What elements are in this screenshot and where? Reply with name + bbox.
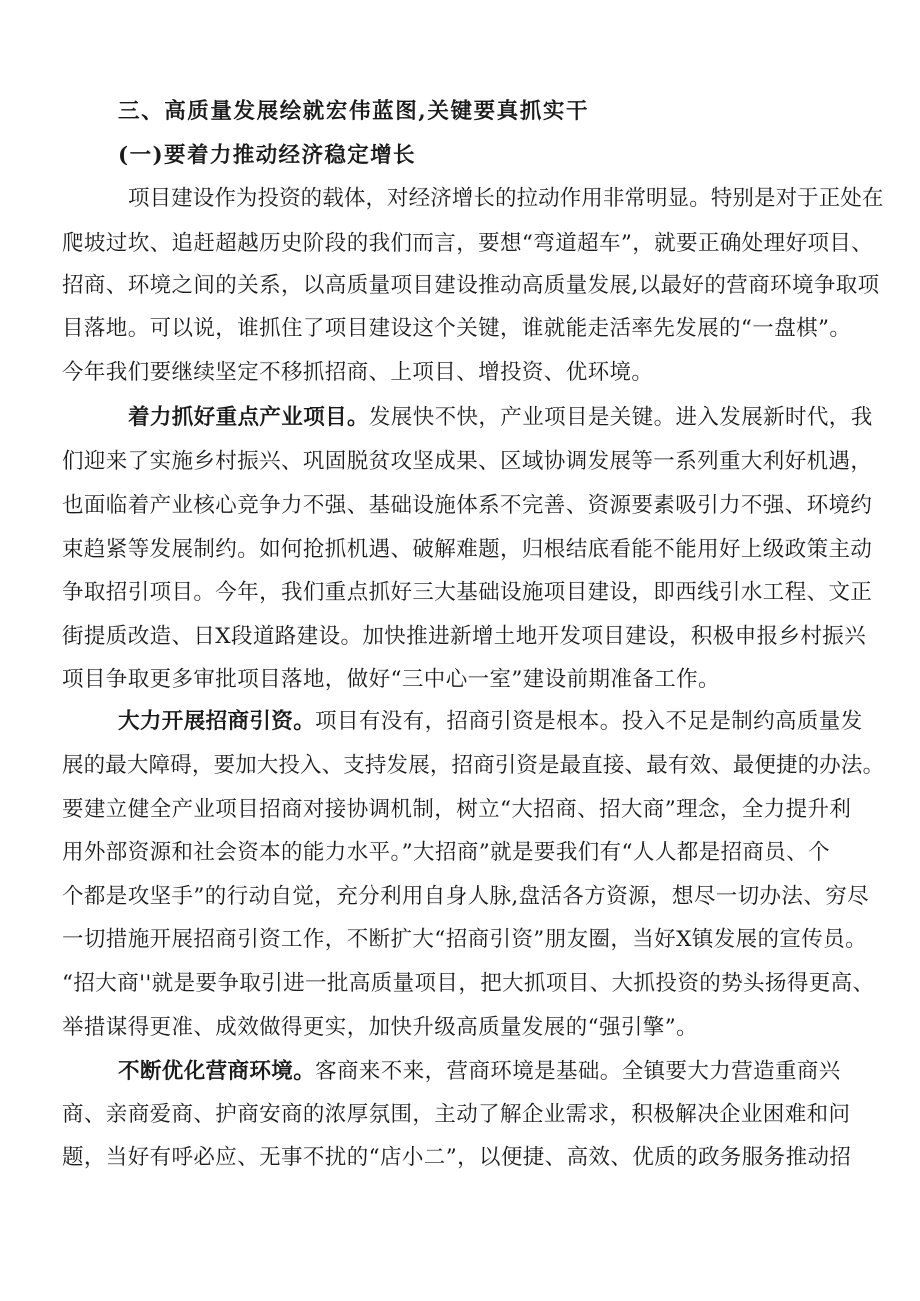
paragraph-line: 商、亲商爱商、护商安商的浓厚氛围，主动了解企业需求，积极解决企业困难和问 [62, 1102, 851, 1127]
paragraph-text: 客商来不来，营商环境是基础。全镇要大力营造重商兴 [315, 1059, 841, 1084]
paragraph-line: 举措谋得更准、成效做得更实，加快升级高质量发展的“强引擎”。 [62, 1015, 698, 1040]
subsection-heading: (一)要着力推动经济稳定增长 [118, 143, 416, 168]
paragraph-line: 用外部资源和社会资本的能力水平。”大招商”就是要我们有“人人都是招商员、个 [62, 840, 831, 865]
paragraph-first-line [128, 403, 873, 433]
paragraph-line: 街提质改造、日X段道路建设。加快推进新增土地开发项目建设，积极申报乡村振兴 [62, 624, 867, 649]
paragraph-line: 项目建设作为投资的载体，对经济增长的拉动作用非常明显。特别是对于正处在 [128, 186, 884, 211]
paragraph-text: 发展快不快，产业项目是关键。进入发展新时代，我 [368, 405, 873, 430]
paragraph-line: 项目争取更多审批项目落地，做好“三中心一室”建设前期准备工作。 [62, 667, 720, 692]
paragraph-line: 要建立健全产业项目招商对接协调机制，树立“大招商、招大商”理念，全力提升利 [62, 797, 852, 822]
paragraph-line: 们迎来了实施乡村振兴、巩固脱贫攻坚成果、区域协调发展等一系列重大利好机遇， [62, 449, 873, 474]
paragraph-lead: 大力开展招商引资。 [118, 709, 316, 734]
paragraph-line: 今年我们要继续坚定不移抓招商、上项目、增投资、优环境。 [62, 360, 654, 385]
paragraph-line: 争取招引项目。今年，我们重点抓好三大基础设施项目建设，即西线引水工程、文正 [62, 580, 873, 605]
paragraph-first-line [118, 707, 863, 737]
paragraph-line: 个都是攻坚手”的行动自觉，充分利用自身人脉,盘活各方资源，想尽一切办法、穷尽 [62, 884, 870, 909]
paragraph-line: 展的最大障碍，要加大投入、支持发展，招商引资是最直接、最有效、最便捷的办法。 [62, 753, 885, 778]
paragraph-text: 项目有没有，招商引资是根本。投入不足是制约高质量发 [315, 709, 863, 734]
paragraph-line: 一切措施开展招商引资工作，不断扩大“招商引资”朋友圈，当好X镇发展的宣传员。 [62, 927, 867, 952]
paragraph-line: “招大商''就是要争取引进一批高质量项目，把大抓项目、大抓投资的势头扬得更高、 [62, 971, 875, 996]
paragraph-line: 束趋紧等发展制约。如何抢抓机遇、破解难题，归根结底看能不能用好上级政策主动 [62, 537, 873, 562]
paragraph-line: 题，当好有呼必应、无事不扰的“店小二”，以便捷、高效、优质的政务服务推动招 [62, 1145, 852, 1170]
section-heading: 三、高质量发展绘就宏伟蓝图,关键要真抓实干 [118, 99, 590, 124]
paragraph-line: 爬坡过坎、追赶超越历史阶段的我们而言，要想“弯道超车”，就要正确处理好项目、 [62, 231, 874, 256]
paragraph-line: 招商、环境之间的关系，以高质量项目建设推动高质量发展,以最好的营商环境争取项 [62, 273, 880, 298]
paragraph-first-line [118, 1057, 841, 1087]
paragraph-lead: 不断优化营商环境。 [118, 1059, 316, 1084]
paragraph-line: 也面临着产业核心竞争力不强、基础设施体系不完善、资源要素吸引力不强、环境约 [62, 493, 873, 518]
paragraph-lead: 着力抓好重点产业项目。 [128, 405, 369, 430]
paragraph-line: 目落地。可以说，谁抓住了项目建设这个关键，谁就能走活率先发展的“一盘棋”。 [62, 316, 852, 341]
